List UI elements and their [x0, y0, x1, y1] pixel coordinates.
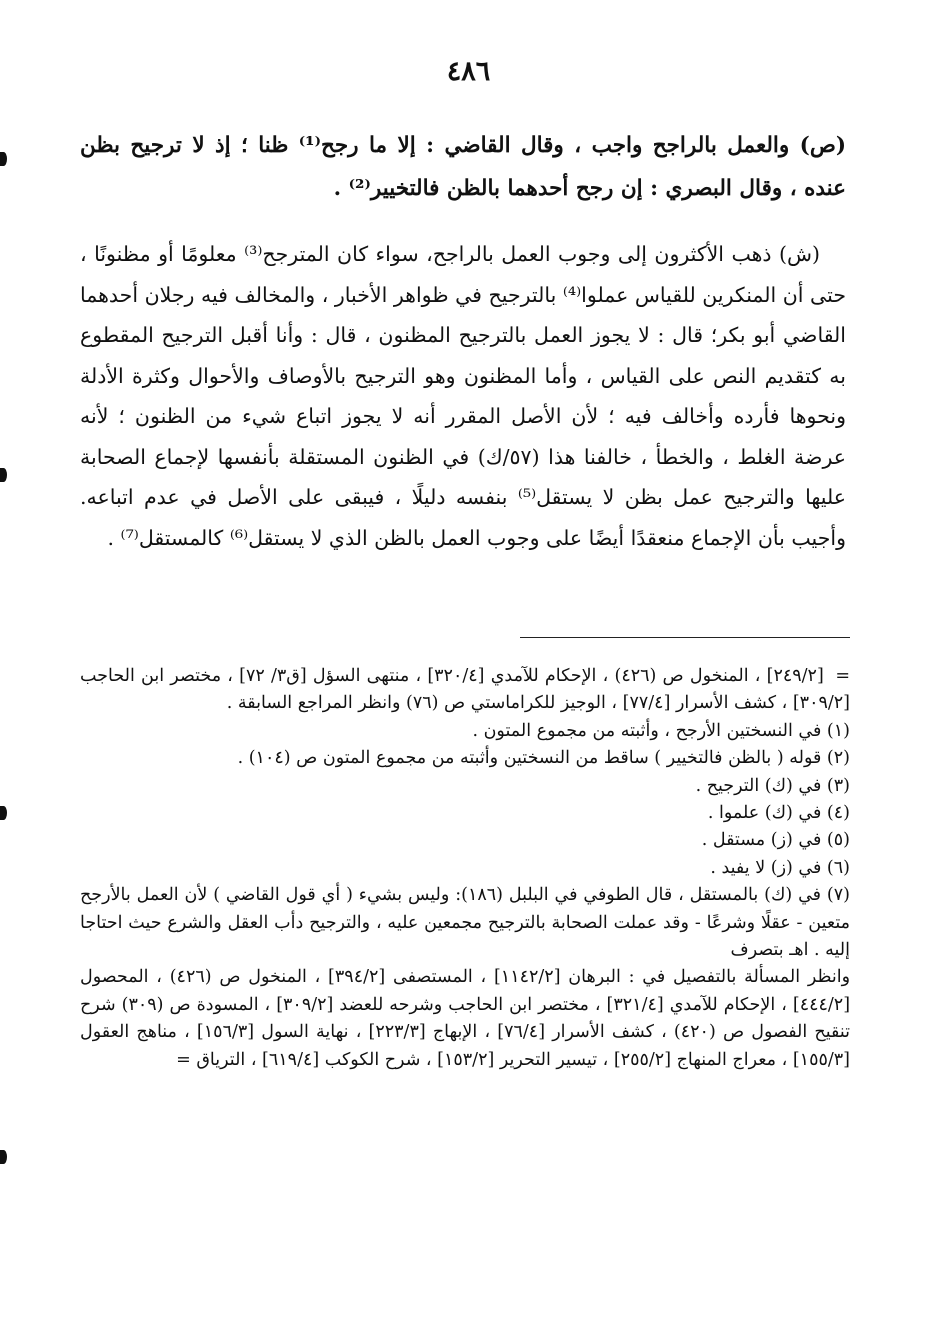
footnote-2: (٢) قوله ( بالظن فالتخيير ) ساقط من النسختين وأثبته من مجموع المتون ص (١٠٤) . [237, 748, 850, 769]
margin-mark [0, 1150, 7, 1164]
matn-text: (ص) والعمل بالراجح واجب ، وقال القاضي : إلا ما رجح⁽¹⁾ ظنا ؛ إذ لا ترجيح بظن عنده ، وقال البصري : إن رجح أحدهما بالظن فالتخيير⁽²⁾ . [80, 133, 846, 201]
footnote-references [80, 964, 850, 1074]
footnote-7: (٧) في (ك) بالمستقل ، قال الطوفي في البلبل (١٨٦): وليس بشيء ( أي قول القاضي ) لأن العمل بالأرجح متعين - عقلًا وشرعًا - وقد عملت الصحابة بالترجيح مجمعين عليه ، والترجيح دأب العقل والشرع حيث احتاجا إليه . اهـ بتصرف [80, 885, 850, 961]
page-number: ٤٨٦ [446, 56, 491, 87]
footnote-4: (٤) في (ك) علموا . [707, 803, 850, 824]
margin-mark [0, 468, 7, 482]
sharh-text: (ش) ذهب الأكثرون إلى وجوب العمل بالراجح، سواء كان المترجح⁽³⁾ معلومًا أو مظنونًا ، حتى أن المنكرين للقياس عملوا⁽⁴⁾ بالترجيح في ظواهر الأخبار ، والمخالف فيه رجلان أحدهما القاضي أبو بكر؛ قال : لا يجوز العمل بالترجيح المظنون ، قال : وأنا أقبل الترجيح المقطوع به كتقديم النص على القياس ، وأما المظنون وهو الترجيح بالأوصاف والأحوال وكثرة الأدلة ونحوها فأرده وأخالف فيه ؛ لأن الأصل المقرر أنه لا يجوز اتباع شيء من الظنون ؛ لأنه عرضة الغلط ، والخطأ ، خالفنا هذا (٥٧/ك) في الظنون المستقلة بأنفسها لإجماع الصحابة عليها والترجيح عمل بظن لا يستقل⁽⁵⁾ بنفسه دليلًا ، فيبقى على الأصل في عدم اتباعه. وأجيب بأن الإجماع منعقدًا أيضًا على وجوب العمل بالظن الذي لا يستقل⁽⁶⁾ كالمستقل⁽⁷⁾ . [80, 242, 847, 550]
footnote-6: (٦) في (ز) لا يفيد . [710, 857, 850, 878]
footnotes [80, 663, 850, 1074]
footnote-5: (٥) في (ز) مستقل . [701, 830, 850, 851]
footnote-continuation [80, 663, 850, 718]
footnote-3: (٣) في (ك) الترجيح . [695, 775, 850, 796]
footnote-1: (١) في النسختين الأرجح ، وأثبته من مجموع المتون . [472, 720, 850, 741]
margin-mark [0, 152, 7, 166]
footnote-divider [520, 637, 850, 638]
continuation-mark: = [835, 666, 850, 686]
end-mark: = [176, 1049, 191, 1070]
margin-mark [0, 806, 7, 820]
continuation-text: [٢٤٩/٢] ، المنخول ص (٤٢٦) ، الإحكام للآمدي [٣٢٠/٤] ، منتهى السؤل [ق٣/ ٧٢] ، مختصر ابن الحاجب [٣٠٩/٢] ، كشف الأسرار [٧٧/٤] ، الوجيز للكراماستي ص (٧٦) وانظر المراجع السابقة . [80, 666, 850, 714]
references-text: وانظر المسألة بالتفصيل في : البرهان [١١٤٢/٢] ، المستصفى [٣٩٤/٢] ، المنخول ص (٤٢٦) ، المحصول [٤٤٤/٢] ، الإحكام للآمدي [٣٢١/٤] ، مختصر ابن الحاجب وشرحه للعضد [٣٠٩/٢] ، المسودة ص (٣٠٩) شرح تنقيح الفصول ص (٤٢٠) ، كشف الأسرار [٧٦/٤] ، الإبهاج [٢٢٣/٣] ، نهاية السول [١٥٦/٣] ، مناهج العقول [١٥٥/٣] ، معراج المنهاج [٢٥٥/٢] ، تيسير التحرير [١٥٣/٢] ، شرح الكوكب [٦١٩/٤] ، الترياق [80, 967, 851, 1070]
